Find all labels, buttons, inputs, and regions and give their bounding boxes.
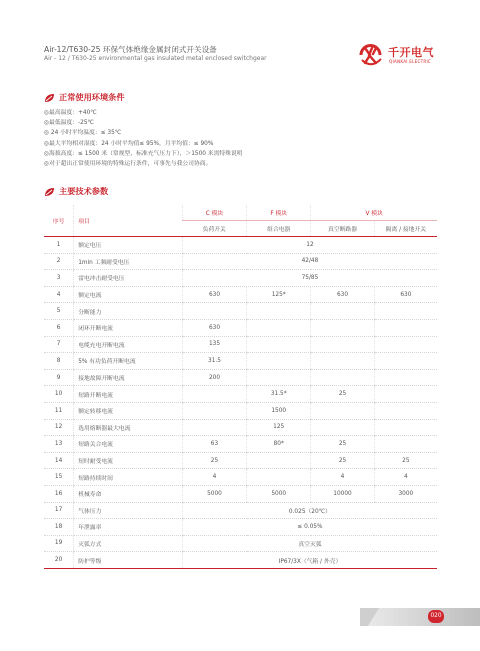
row-value-c-cell	[182, 386, 246, 403]
row-value-c-cell: 630	[182, 286, 246, 303]
row-value-c-cell: 200	[182, 369, 246, 386]
table-row	[44, 369, 437, 386]
row-number-cell: 4	[44, 286, 74, 303]
table-row	[44, 303, 437, 320]
table-row	[44, 319, 437, 336]
row-item-cell: 选用熔断器最大电流	[74, 419, 183, 436]
row-item-cell: 灭弧方式	[74, 535, 183, 552]
env-line: ◎海拔高度：≤ 1500 米（常规型，标准充气压力下），＞1500 米需特殊说明	[44, 150, 243, 157]
row-number-cell: 19	[44, 535, 74, 552]
row-value-v2-cell	[374, 336, 437, 353]
table-row	[44, 237, 437, 254]
row-value-c-cell: 4	[182, 469, 246, 486]
row-value-f-cell: 125*	[247, 286, 311, 303]
row-item-cell: 电缆充电开断电流	[74, 336, 183, 353]
row-item-cell: 额定转移电流	[74, 402, 183, 419]
row-item-cell: 防护等级	[74, 552, 183, 569]
row-value-c-cell: 63	[182, 436, 246, 453]
table-row	[44, 535, 437, 552]
row-value-v1-cell	[311, 369, 374, 386]
row-value-v1-cell	[311, 402, 374, 419]
col-header-v-module: V 模块	[311, 205, 437, 221]
row-value-span-cell: 12	[182, 237, 437, 254]
col-header-no: 序号	[44, 205, 74, 237]
table-row	[44, 469, 437, 486]
col-header-item: 项目	[74, 205, 183, 237]
logo-mark-icon	[357, 42, 385, 68]
row-value-f-cell	[247, 452, 311, 469]
row-value-f-cell	[247, 319, 311, 336]
row-value-v1-cell	[311, 303, 374, 320]
row-value-v1-cell: 630	[311, 286, 374, 303]
row-value-f-cell: 80*	[247, 436, 311, 453]
row-value-f-cell: 31.5*	[247, 386, 311, 403]
row-value-v2-cell	[374, 369, 437, 386]
env-line: ◎对于超出正常使用环境的特殊运行条件，可事先与我公司协商。	[44, 161, 212, 168]
row-number-cell: 6	[44, 319, 74, 336]
table-row	[44, 502, 437, 519]
row-item-cell: 气体压力	[74, 502, 183, 519]
row-item-cell: 短路持续时间	[74, 469, 183, 486]
row-item-cell: 短路开断电流	[74, 386, 183, 403]
row-value-span-cell: IP67/3X（气箱 / 外壳）	[182, 552, 437, 569]
row-number-cell: 1	[44, 237, 74, 254]
row-item-cell: 短路关合电流	[74, 436, 183, 453]
table-row	[44, 353, 437, 370]
row-value-v1-cell: 25	[311, 452, 374, 469]
row-value-v1-cell	[311, 336, 374, 353]
row-value-c-cell: 135	[182, 336, 246, 353]
env-line: ◎最高温度：+40℃	[44, 110, 97, 116]
row-number-cell: 9	[44, 369, 74, 386]
row-value-v2-cell: 4	[374, 469, 437, 486]
row-value-f-cell	[247, 353, 311, 370]
row-value-v1-cell: 25	[311, 386, 374, 403]
table-header-row	[44, 205, 437, 221]
row-number-cell: 13	[44, 436, 74, 453]
row-item-cell: 5% 有功负荷开断电流	[74, 353, 183, 370]
row-number-cell: 16	[44, 485, 74, 502]
row-number-cell: 10	[44, 386, 74, 403]
row-number-cell: 14	[44, 452, 74, 469]
leaf-icon	[44, 93, 55, 103]
row-item-cell: 闭环开断电流	[74, 319, 183, 336]
row-number-cell: 15	[44, 469, 74, 486]
row-number-cell: 12	[44, 419, 74, 436]
footer-band-gradient	[368, 608, 480, 626]
env-line: ◎最低温度：-25℃	[44, 120, 95, 127]
row-value-v2-cell	[374, 386, 437, 403]
row-number-cell: 20	[44, 552, 74, 569]
col-subheader-v1: 真空断路器	[311, 221, 374, 237]
row-value-f-cell	[247, 336, 311, 353]
section-title-specs	[44, 186, 108, 197]
row-value-c-cell: 5000	[182, 485, 246, 502]
row-number-cell: 7	[44, 336, 74, 353]
table-row	[44, 270, 437, 287]
row-number-cell: 8	[44, 353, 74, 370]
row-value-f-cell	[247, 469, 311, 486]
row-value-c-cell	[182, 402, 246, 419]
section-title-text: 主要技术参数	[59, 186, 109, 196]
table-row	[44, 552, 437, 569]
technical-parameters-table	[44, 205, 437, 569]
row-value-c-cell: 25	[182, 452, 246, 469]
row-item-cell: 雷电冲击耐受电压	[74, 270, 183, 287]
row-item-cell: 1min 工频耐受电压	[74, 253, 183, 270]
row-number-cell: 18	[44, 519, 74, 536]
row-number-cell: 17	[44, 502, 74, 519]
row-value-f-cell	[247, 303, 311, 320]
row-item-cell: 短时耐受电流	[74, 452, 183, 469]
row-value-v2-cell	[374, 319, 437, 336]
env-line: ◎最大平均相对湿度：24 小时平均值≤ 95%，月平均值：≤ 90%	[44, 140, 214, 147]
logo-name-en: QIANKAI ELECTRIC	[389, 59, 432, 64]
table-row	[44, 336, 437, 353]
section-title-environment	[44, 92, 125, 103]
table-row	[44, 286, 437, 303]
col-header-f-module: F 模块	[247, 205, 311, 221]
row-value-v1-cell: 25	[311, 436, 374, 453]
env-line: ◎ 24 小时平均温度：≤ 35℃	[44, 130, 122, 137]
row-value-v2-cell: 630	[374, 286, 437, 303]
document-title: Air-12/T630-25 环保气体绝缘金属封闭式开关设备	[44, 45, 217, 54]
table-row	[44, 452, 437, 469]
row-value-span-cell: 真空灭弧	[182, 535, 437, 552]
table-row	[44, 253, 437, 270]
page-number: 020	[428, 610, 444, 623]
leaf-icon	[44, 187, 55, 197]
row-item-cell: 机械寿命	[74, 485, 183, 502]
row-value-c-cell	[182, 419, 246, 436]
row-value-f-cell	[247, 369, 311, 386]
row-value-v2-cell	[374, 303, 437, 320]
row-number-cell: 3	[44, 270, 74, 287]
row-item-cell: 分断能力	[74, 303, 183, 320]
table-row	[44, 436, 437, 453]
logo-name-cn: 千开电气	[388, 46, 434, 59]
row-value-v1-cell	[311, 319, 374, 336]
row-value-v2-cell: 3000	[374, 485, 437, 502]
row-number-cell: 11	[44, 402, 74, 419]
row-value-v1-cell: 4	[311, 469, 374, 486]
row-value-f-cell: 5000	[247, 485, 311, 502]
row-item-cell: 额定电压	[74, 237, 183, 254]
section-title-text: 正常使用环境条件	[59, 92, 125, 102]
row-value-span-cell: 0.025（20℃）	[182, 502, 437, 519]
row-value-v1-cell	[311, 419, 374, 436]
row-number-cell: 2	[44, 253, 74, 270]
row-value-c-cell: 630	[182, 319, 246, 336]
row-number-cell: 5	[44, 303, 74, 320]
table-row	[44, 386, 437, 403]
table-row	[44, 519, 437, 536]
table-row	[44, 402, 437, 419]
row-value-v1-cell	[311, 353, 374, 370]
row-item-cell: 年泄露率	[74, 519, 183, 536]
row-value-v2-cell	[374, 402, 437, 419]
row-value-f-cell: 1500	[247, 402, 311, 419]
row-value-c-cell: 31.5	[182, 353, 246, 370]
col-subheader-f: 组合电器	[247, 221, 311, 237]
row-value-v2-cell	[374, 419, 437, 436]
row-value-v2-cell	[374, 436, 437, 453]
environment-conditions-list	[44, 108, 243, 169]
row-value-span-cell: ≤ 0.05%	[182, 519, 437, 536]
col-header-c-module: C 模块	[182, 205, 246, 221]
col-subheader-v2: 隔离 / 接地开关	[374, 221, 437, 237]
row-value-span-cell: 42/48	[182, 253, 437, 270]
row-value-v2-cell	[374, 353, 437, 370]
row-value-f-cell: 125	[247, 419, 311, 436]
row-item-cell: 接地故障开断电流	[74, 369, 183, 386]
row-item-cell: 额定电流	[74, 286, 183, 303]
table-row	[44, 485, 437, 502]
row-value-v1-cell: 10000	[311, 485, 374, 502]
row-value-span-cell: 75/85	[182, 270, 437, 287]
row-value-v2-cell: 25	[374, 452, 437, 469]
footer-band	[0, 608, 480, 626]
company-logo	[357, 40, 447, 72]
col-subheader-c: 负荷开关	[182, 221, 246, 237]
row-value-c-cell	[182, 303, 246, 320]
document-subtitle: Air - 12 / T630-25 environmental gas insulated metal enclosed switchgear	[44, 55, 267, 62]
table-row	[44, 419, 437, 436]
